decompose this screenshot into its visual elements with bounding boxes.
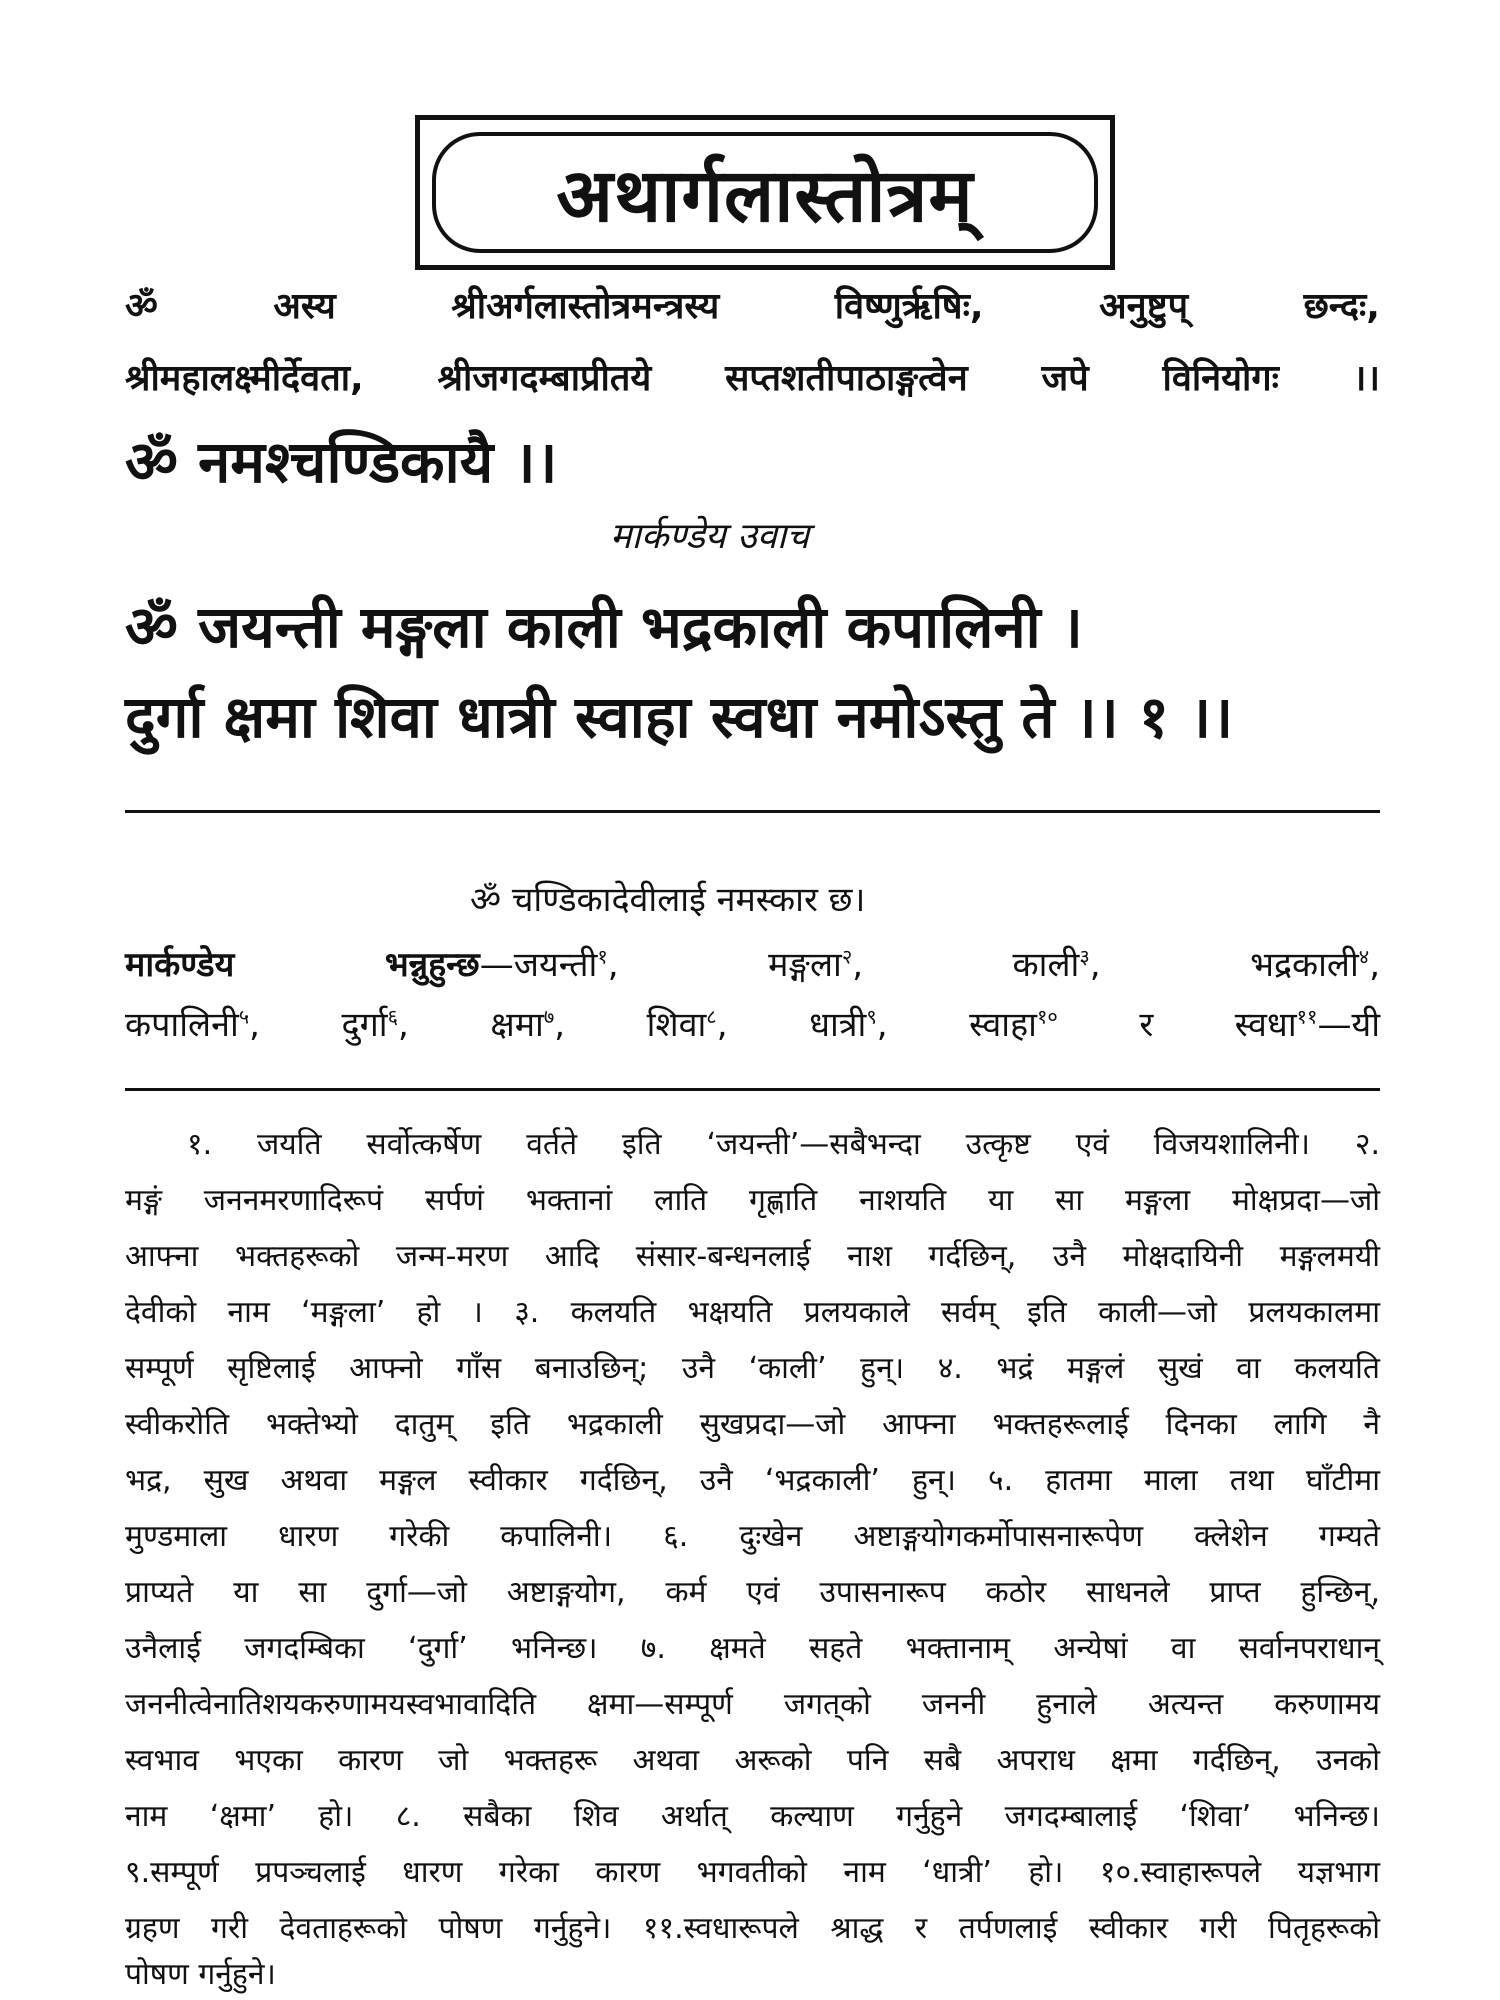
line-tail: —यी — [1317, 1005, 1380, 1045]
footnote-ref-7: ७ — [543, 1004, 555, 1029]
footnote-line: मुण्डमाला धारण गरेकी कपालिनी। ६. दुःखेन अष्टाङ्गयोगकर्मोपासनारूपेण क्लेशेन गम्यते — [125, 1519, 1380, 1554]
name-kapalini: कपालिनी — [125, 1005, 239, 1045]
page-title: अथार्गलास्तोत्रम् — [556, 153, 974, 239]
footnote-line: १. जयति सर्वोत्कर्षेण वर्तते इति ‘जयन्ती’—सबैभन्दा उत्कृष्ट एवं विजयशालिनी। २. — [187, 1127, 1380, 1162]
footnote-ref-4: ४ — [1358, 944, 1370, 969]
footnote-ref-5: ५ — [238, 1004, 250, 1029]
footnote-line: पोषण गर्नुहुने। — [125, 1957, 276, 1992]
translation-speaker: मार्कण्डेय भन्नुहुन्छ — [125, 945, 480, 985]
footnote-ref-9: ९ — [866, 1004, 877, 1029]
verse-line-2: दुर्गा क्षमा शिवा धात्री स्वाहा स्वधा नमोऽस्तु ते ।। १ ।। — [125, 683, 1234, 751]
translation-heading: ॐ चण्डिकादेवीलाई नमस्कार छ। — [470, 880, 866, 920]
footnote-ref-10: १० — [1036, 1004, 1058, 1029]
footnote-line: आफ्ना भक्तहरूको जन्म-मरण आदि संसार-बन्धनलाई नाश गर्दछिन्, उनै मोक्षदायिनी मङ्गलमयी — [125, 1239, 1380, 1274]
conjunction: र — [1139, 1005, 1154, 1045]
translation-line-1: मार्कण्डेय भन्नुहुन्छ—जयन्ती$^१$, मङ्गला$^२$, काली$^३$, भद्रकाली$^४$, — [125, 944, 1381, 985]
footnote-ref-3: ३ — [1079, 944, 1090, 969]
title-rounded-box — [432, 132, 1098, 253]
footnote-line: सम्पूर्ण सृष्टिलाई आफ्नो गाँस बनाउछिन्; उनै ‘काली’ हुन्। ४. भद्रं मङ्गलं सुखं वा कलयति — [125, 1351, 1380, 1386]
name-jayanti: जयन्ती — [513, 945, 598, 985]
footnote-ref-2: २ — [841, 944, 853, 969]
footnote-line: ९.सम्पूर्ण प्रपञ्चलाई धारण गरेका कारण भगवतीको नाम ‘धात्री’ हो। १०.स्वाहारूपले यज्ञभाग — [125, 1855, 1380, 1890]
name-bhadrakali: भद्रकाली — [1250, 945, 1359, 985]
name-kshama: क्षमा — [490, 1005, 544, 1045]
name-svaha: स्वाहा — [969, 1005, 1037, 1045]
name-durga: दुर्गा — [341, 1005, 388, 1045]
footnote-line: मङ्गं जननमरणादिरूपं सर्पणं भक्तानां लाति गृह्णाति नाशयति या सा मङ्गला मोक्षप्रदा—जो — [125, 1183, 1380, 1218]
footnote-line: देवीको नाम ‘मङ्गला’ हो । ३. कलयति भक्षयति प्रलयकाले सर्वम् इति काली—जो प्रलयकालमा — [125, 1295, 1380, 1330]
footnote-ref-1: १ — [597, 944, 608, 969]
divider-top — [125, 810, 1380, 813]
footnote-line: उनैलाई जगदम्बिका ‘दुर्गा’ भनिन्छ। ७. क्षमते सहते भक्तानाम् अन्येषां वा सर्वानपराधान् — [125, 1631, 1380, 1666]
footnote-ref-11: ११ — [1296, 1004, 1318, 1029]
namaskara-line: ॐ नमश्चण्डिकायै ।। — [125, 428, 558, 496]
name-dhatri: धात्री — [809, 1005, 867, 1045]
speaker-heading: मार्कण्डेय उवाच — [610, 516, 810, 557]
footnote-line: स्वीकरोति भक्तेभ्यो दातुम् इति भद्रकाली सुखप्रदा—जो आफ्ना भक्तहरूलाई दिनका लागि नै — [125, 1407, 1380, 1442]
name-mangala: मङ्गला — [768, 945, 842, 985]
footnote-line: प्राप्यते या सा दुर्गा—जो अष्टाङ्गयोग, कर्म एवं उपासनारूप कठोर साधनले प्राप्त हुन्छिन्, — [125, 1575, 1380, 1610]
name-svadha: स्वधा — [1234, 1005, 1297, 1045]
name-kali: काली — [1012, 945, 1080, 985]
footnote-ref-8: ८ — [706, 1004, 717, 1029]
footnote-line: स्वभाव भएका कारण जो भक्तहरू अथवा अरूको पनि सबै अपराध क्षमा गर्दछिन्, उनको — [125, 1743, 1380, 1778]
footnote-line: भद्र, सुख अथवा मङ्गल स्वीकार गर्दछिन्, उनै ‘भद्रकाली’ हुन्। ५. हातमा माला तथा घाँटीमा — [125, 1463, 1380, 1498]
divider-bottom — [125, 1088, 1380, 1091]
viniyoga-line-1: ॐ अस्य श्रीअर्गलास्तोत्रमन्त्रस्य विष्णुर्ऋषिः, अनुष्टुप् छन्दः, — [125, 286, 1380, 327]
footnote-line: जननीत्वेनातिशयकरुणामयस्वभावादिति क्षमा—सम्पूर्ण जगत्‌को जननी हुनाले अत्यन्त करुणामय — [125, 1687, 1380, 1722]
viniyoga-line-2: श्रीमहालक्ष्मीर्देवता, श्रीजगदम्बाप्रीतये सप्तशतीपाठाङ्गत्वेन जपे विनियोगः ।। — [125, 358, 1380, 399]
title-frame — [415, 115, 1115, 270]
footnote-line: ग्रहण गरी देवताहरूको पोषण गर्नुहुने। ११.स्वधारूपले श्राद्ध र तर्पणलाई स्वीकार गरी पितृहरूको — [125, 1911, 1380, 1946]
verse-line-1: ॐ जयन्ती मङ्गला काली भद्रकाली कपालिनी । — [125, 593, 1083, 661]
footnote-line: नाम ‘क्षमा’ हो। ८. सबैका शिव अर्थात् कल्याण गर्नुहुने जगदम्बालाई ‘शिवा’ भनिन्छ। — [125, 1799, 1380, 1834]
name-shiva: शिवा — [646, 1005, 707, 1045]
dash: — — [479, 945, 514, 985]
footnote-ref-6: ६ — [387, 1004, 398, 1029]
translation-line-2: कपालिनी$^५$, दुर्गा$^६$, क्षमा$^७$, शिवा$^८$, धात्री$^९$, स्वाहा$^{१०}$ र स्वधा$^{११}$—यी — [125, 1004, 1380, 1045]
